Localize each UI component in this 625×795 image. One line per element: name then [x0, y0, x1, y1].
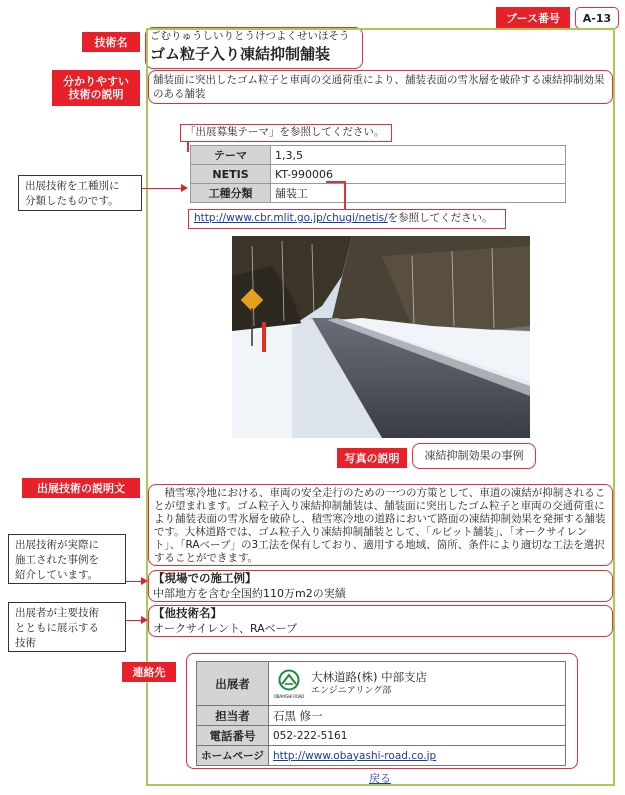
koushu-value: 舗装工: [271, 184, 566, 203]
theme-value: 1,3,5: [271, 146, 566, 165]
person-label: 担当者: [197, 706, 269, 726]
cases-text: 中部地方を含む全国約110万m2の実績: [153, 587, 346, 600]
contact-row-phone: [197, 726, 566, 746]
arrow-cases: [126, 581, 146, 582]
snow-road-photo: [232, 236, 530, 438]
theme-label: テーマ: [191, 146, 271, 165]
koushu-label: 工種分類: [191, 184, 271, 203]
photo-caption-label: 写真の説明: [337, 448, 407, 468]
contact-row-homepage: [197, 746, 566, 766]
contact-table: [196, 661, 566, 766]
logo-text: OBAYASHI ROAD: [273, 693, 305, 699]
cases-box: [148, 570, 613, 602]
photo-caption-box: 凍結抑制効果の事例: [412, 443, 536, 469]
back-link[interactable]: 戻る: [369, 772, 391, 785]
contact-row-exhibitor: [197, 662, 566, 706]
company-logo: [273, 669, 305, 699]
link-connector: [344, 181, 346, 209]
theme-connector: [187, 142, 189, 152]
netis-value: KT-990006: [271, 165, 566, 184]
tech-name-title: ゴム粒子入り凍結抑制舗装: [150, 45, 331, 63]
person-value: 石黒 修一: [269, 706, 566, 726]
info-table: [190, 145, 566, 203]
homepage-link[interactable]: http://www.obayashi-road.co.jp: [273, 749, 437, 762]
info-row-koushu: [191, 184, 566, 203]
callout-cases: 出展技術が実際に 施工された事例を 紹介しています。: [8, 534, 126, 584]
explanation-label: 出展技術の説明文: [22, 478, 140, 498]
department: エンジニアリング部: [311, 686, 392, 696]
other-header: 【他技術名】: [153, 606, 222, 620]
other-box: [148, 605, 613, 637]
booth-label: ブース番号: [496, 7, 570, 29]
info-row-theme: [191, 146, 566, 165]
phone-value: 052-222-5161: [269, 726, 566, 746]
tech-name-label: 技術名: [82, 32, 140, 52]
netis-label: NETIS: [191, 165, 271, 184]
phone-label: 電話番号: [197, 726, 269, 746]
obayashi-logo-icon: [278, 669, 300, 691]
cases-header: 【現場での施工例】: [153, 571, 257, 585]
easy-desc-label: 分かりやすい 技術の説明: [52, 70, 140, 106]
theme-note: 「出展募集テーマ」を参照してください。: [180, 124, 392, 142]
homepage-label: ホームページ: [197, 746, 269, 766]
netis-link[interactable]: http://www.cbr.mlit.go.jp/chugi/netis/: [194, 212, 388, 224]
easy-desc-box: 舗装面に突出したゴム粒子と車両の交通荷重により、舗装表面の雪氷層を破砕する凍結抑制効果のある舗装: [148, 70, 613, 104]
callout-other: 出展者が主要技術 とともに展示する 技術: [8, 602, 126, 652]
arrow-other: [126, 620, 146, 621]
contact-row-person: [197, 706, 566, 726]
exhibitor-cell: [269, 662, 566, 706]
callout-koushu: 出展技術を工種別に 分類したものです。: [18, 175, 142, 211]
netis-link-suffix: を参照してください。: [387, 212, 493, 224]
link-connector-top: [326, 181, 345, 183]
company-name: 大林道路(株) 中部支店: [311, 670, 428, 684]
explanation-box: 積雪寒冷地における、車両の安全走行のための一つの方策として、車道の凍結が抑制されることが望まれます。ゴム粒子入り凍結抑制舗装は、舗装面に突出したゴム粒子と車両の交通荷重により舗装表面の雪氷層を破砕し、積雪寒冷地の道路において路面の凍結抑制効果を発揮する舗装です。大林道路では、ゴム粒子入り凍結抑制舗装として、「ルビット舗装」、「オークサイレント」、「RAベーブ」の3工法を保有しており、適用する地域、箇所、条件により適切な工法を選択することができます。: [148, 484, 613, 566]
exhibitor-label: 出展者: [197, 662, 269, 706]
homepage-cell: [269, 746, 566, 766]
booth-number: A-13: [575, 7, 619, 29]
info-row-netis: [191, 165, 566, 184]
other-text: オークサイレント、RAベーブ: [153, 622, 298, 635]
arrow-koushu: [142, 188, 186, 189]
contact-label: 連絡先: [122, 662, 176, 682]
netis-link-box: [188, 209, 506, 229]
tech-name-reading: ごむりゅうしいりとうけつよくせいほそう: [150, 30, 350, 42]
